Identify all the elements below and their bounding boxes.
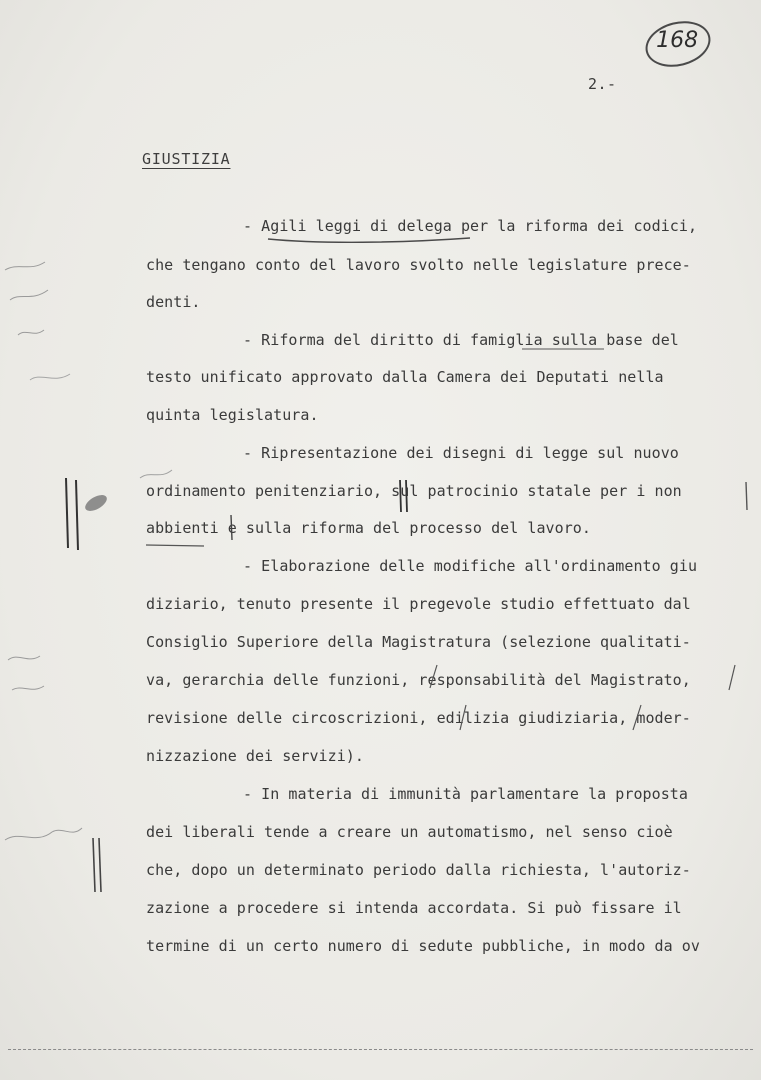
text-line-14: revisione delle circoscrizioni, edilizia giudiziaria, moder- <box>146 709 691 727</box>
text-line-4: - Riforma del diritto di famiglia sulla base del <box>243 331 679 349</box>
text-line-2: che tengano conto del lavoro svolto nelle legislature prece- <box>146 256 691 274</box>
text-line-1: - Agili leggi di delega per la riforma dei codici, <box>243 217 698 235</box>
text-line-10: - Elaborazione delle modifiche all'ordinamento giu <box>243 557 698 575</box>
text-line-13: va, gerarchia delle funzioni, responsabilità del Magistrato, <box>146 671 691 689</box>
section-heading: GIUSTIZIA <box>142 150 231 168</box>
page-bottom-rule <box>8 1049 753 1050</box>
text-line-15: nizzazione dei servizi). <box>146 747 364 765</box>
archive-number-stamp <box>641 15 716 74</box>
text-line-17: dei liberali tende a creare un automatismo, nel senso cioè <box>146 823 673 841</box>
text-line-5: testo unificato approvato dalla Camera dei Deputati nella <box>146 368 664 386</box>
text-line-7: - Ripresentazione dei disegni di legge sul nuovo <box>243 444 679 462</box>
archive-number: 168 <box>656 28 699 54</box>
text-line-16: - In materia di immunità parlamentare la proposta <box>243 785 688 803</box>
page-number: 2.- <box>588 75 617 93</box>
text-line-9: abbienti e sulla riforma del processo del lavoro. <box>146 519 591 537</box>
text-line-3: denti. <box>146 293 201 311</box>
text-line-6: quinta legislatura. <box>146 406 319 424</box>
text-line-8: ordinamento penitenziario, sul patrocinio statale per i non <box>146 482 682 500</box>
text-line-19: zazione a procedere si intenda accordata. Si può fissare il <box>146 899 682 917</box>
text-line-18: che, dopo un determinato periodo dalla richiesta, l'autoriz- <box>146 861 691 879</box>
text-line-11: diziario, tenuto presente il pregevole studio effettuato dal <box>146 595 691 613</box>
text-line-12: Consiglio Superiore della Magistratura (selezione qualitati- <box>146 633 691 651</box>
text-line-20: termine di un certo numero di sedute pubbliche, in modo da ov <box>146 937 700 955</box>
